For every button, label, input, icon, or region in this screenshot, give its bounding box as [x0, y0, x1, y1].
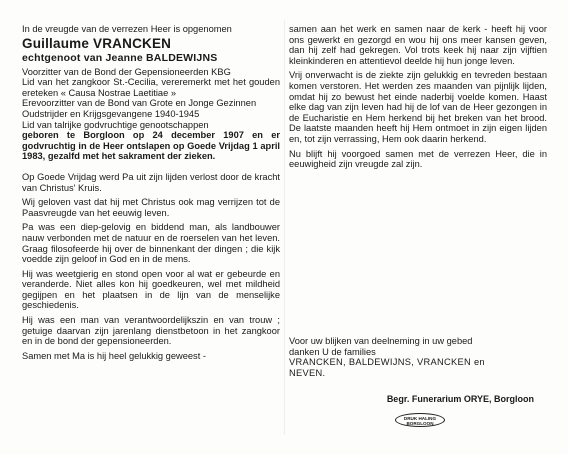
paragraph: Op Goede Vrijdag werd Pa uit zijn lijden verlost door de kracht van Christus' Kruis.	[22, 171, 280, 193]
undertaker-line: Begr. Funerarium ORYE, Borgloon	[386, 394, 534, 404]
paragraph: Hij was een man van verantwoordelijkszin en van trouw ; getuige daarvan zijn jarenlang dienstbetoon in het zangkoor en in de bond der gepensioneerden.	[22, 315, 280, 347]
thanks-line: Voor uw blijken van deelneming in uw gebed	[289, 336, 473, 346]
birth-death-line: geboren te Borgloon op 24 december 1907 en er godvruchtig in de Heer ontslapen op Goede Vrijdag 1 april 1983, gezalfd met het sakrament der zieken.	[22, 130, 280, 162]
paragraph: Hij was weetgierig en stond open voor al wat er gebeurde en veranderde. Niet alles kon hij goedkeuren, wel met mildheid gegijpen en het plaatsen in de lijn van de menselijke geschiedenis.	[22, 268, 280, 311]
paragraph: Vrij onverwacht is de ziekte zijn gelukkig en tevreden bestaan komen verstoren. Het werden zes maanden van pijnlijk lijden, omdat hij zo bewust het einde naderbij voelde komen. Haast elke dag van zijn leven had hij de lof van de Heer gezongen in de Eucharistie en Hem herkend bij het breken van het brood. De laatste maanden heeft hij Hem ontmoet in zijn eigen lijden en, tot zijn verrassing, Hem ook daarin herkend.	[289, 70, 547, 144]
families-line: NEVEN.	[289, 367, 326, 378]
thanks-block	[289, 336, 547, 378]
paragraph: samen aan het werk en samen naar de kerk - heeft hij voor ons gewerkt en gezorgd en wou hij ons meer kansen geven, dan hij zelf had gekregen. Vol trots keek hij naar zijn vijftien kleinkinderen en attentievol deelde hij hun jonge leven.	[289, 24, 547, 66]
title-line: Erevoorzitter van de Bond van Grote en Jonge Gezinnen	[22, 98, 257, 109]
thanks-line: danken U de families	[289, 346, 376, 357]
paragraph: Wij geloven vast dat hij met Christus ook mag verrijzen tot de Paasvreugde van het eeuwig leven.	[22, 197, 280, 218]
paragraph: Pa was een diep-gelovig en biddend man, als landbouwer nauw verbonden met de natuur en de roerselen van het leven. Graag filosofeerde hij over de binnenkant der dingen ; die kijk voedde zijn geloof in God en in de mens.	[22, 222, 280, 265]
title-line: Voorzitter van de Bond der Gepensioneerden KBG	[22, 66, 231, 77]
fold-line	[284, 20, 285, 435]
left-column	[22, 24, 280, 365]
stamp-line: BORGLOON	[406, 420, 434, 426]
deceased-name: Guillaume VRANCKEN	[22, 35, 172, 51]
title-line: Oudstrijder en Krijgsgevangene 1940-1945	[22, 108, 200, 119]
stamp-line: DRUK HALING	[403, 415, 437, 421]
intro-text: In de vreugde van de verrezen Heer is opgenomen	[22, 24, 232, 34]
families-line: VRANCKEN, BALDEWIJNS, VRANCKEN en	[289, 357, 485, 368]
paragraph: Samen met Ma is hij heel gelukkig geweest -	[22, 350, 206, 361]
right-column	[289, 24, 547, 174]
printer-stamp	[395, 413, 445, 427]
title-line: Lid van talrijke godvruchtige genootschappen	[22, 119, 209, 130]
title-line: Lid van het zangkoor St.-Cecilia, vereremerkt met het gouden ereteken « Causa Nostrae Laetitiae »	[22, 77, 280, 98]
paragraph: Nu blijft hij voorgoed samen met de verrezen Heer, die in eeuwigheid zijn vreugde zal zijn.	[289, 148, 547, 170]
spouse-line: echtgenoot van Jeanne BALDEWIJNS	[22, 51, 218, 64]
